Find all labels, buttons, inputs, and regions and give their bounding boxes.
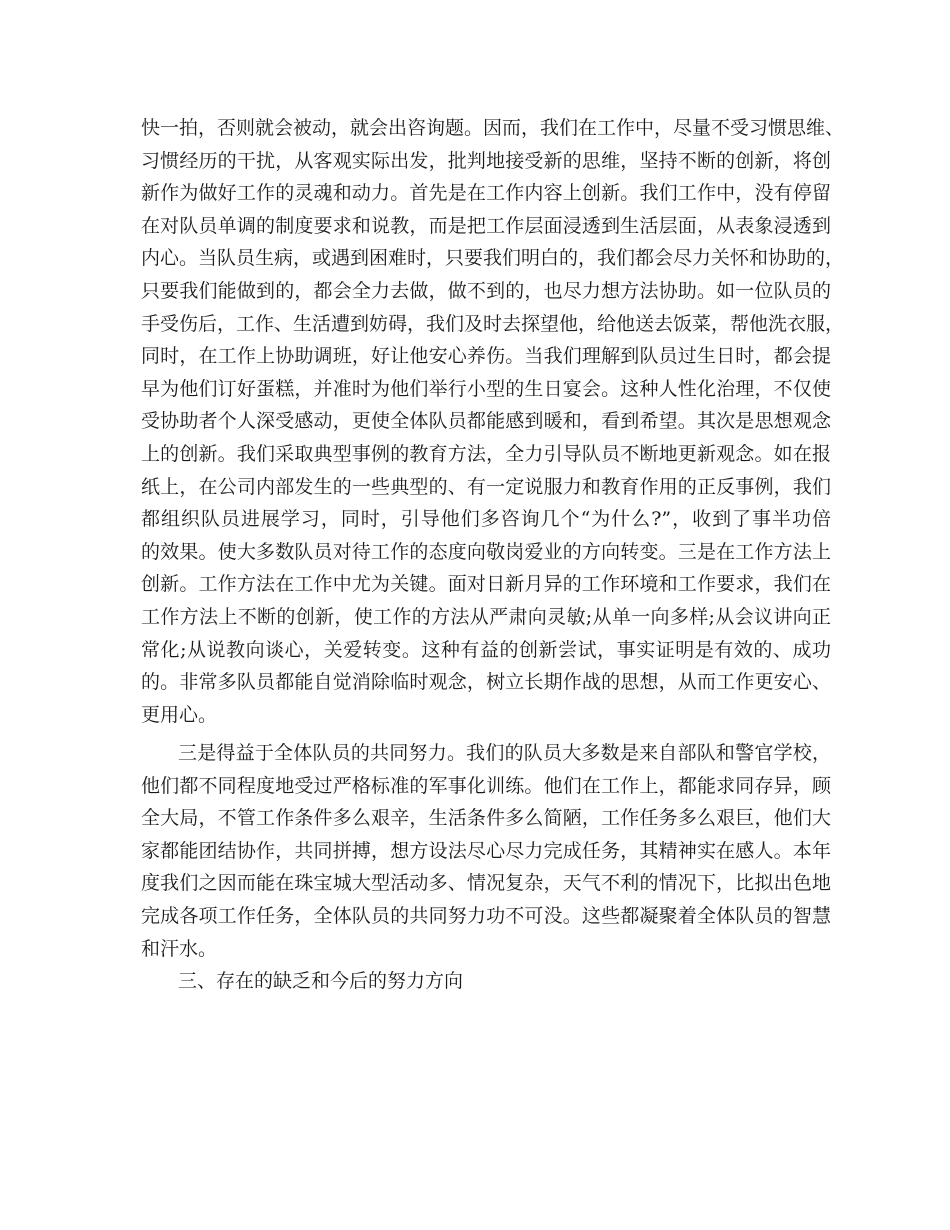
paragraph-line: 受协助者个人深受感动，更使全体队员都能感到暖和，看到希望。其次是思想观念 [141,410,831,433]
paragraph-line: 在对队员单调的制度要求和说教，而是把工作层面浸透到生活层面，从表象浸透到 [141,214,831,237]
section-heading [141,965,831,998]
paragraph-line: 纸上，在公司内部发生的一些典型的、有一定说服力和教育作用的正反事例，我们 [141,475,831,498]
paragraph-line: 新作为做好工作的灵魂和动力。首先是在工作内容上创新。我们工作中，没有停留 [141,182,831,205]
paragraph-line: 三是得益于全体队员的共同努力。我们的队员大多数是来自部队和警官学校， [178,742,831,764]
paragraph-line: 只要我们能做到的，都会全力去做，做不到的，也尽力想方法协助。如一位队员的 [141,279,831,302]
paragraph-team-effort [141,737,831,965]
paragraph-line: 习惯经历的干扰，从客观实际出发，批判地接受新的思维，坚持不断的创新，将创 [141,149,831,172]
paragraph-line: 工作方法上不断的创新，使工作的方法从严肃向灵敏;从单一向多样;从会议讲向正 [141,605,831,628]
paragraph-line: 创新。工作方法在工作中尤为关键。面对日新月异的工作环境和工作要求，我们在 [141,573,831,596]
paragraph-line: 全大局，不管工作条件多么艰辛，生活条件多么简陋，工作任务多么艰巨，他们大 [141,807,831,830]
paragraph-line: 他们都不同程度地受过严格标准的军事化训练。他们在工作上，都能求同存异，顾 [141,774,831,797]
paragraph-line: 更用心。 [141,703,218,726]
paragraph-line: 的效果。使大多数队员对待工作的态度向敬岗爱业的方向转变。三是在工作方法上 [141,540,831,563]
paragraph-line: 上的创新。我们采取典型事例的教育方法，全力引导队员不断地更新观念。如在报 [141,442,831,465]
paragraph-innovation [141,112,845,731]
section-heading-text: 三、存在的缺乏和今后的努力方向 [178,970,464,992]
paragraph-line: 完成各项工作任务，全体队员的共同努力功不可没。这些都凝聚着全体队员的智慧 [141,904,831,927]
paragraph-line: 的。非常多队员都能自觉消除临时观念，树立长期作战的思想，从而工作更安心、 [141,671,831,694]
paragraph-line: 早为他们订好蛋糕，并准时为他们举行小型的生日宴会。这种人性化治理，不仅使 [141,377,831,400]
paragraph-line: 常化;从说教向谈心，关爱转变。这种有益的创新尝试，事实证明是有效的、成功 [141,638,831,661]
paragraph-line: 和汗水。 [141,937,218,960]
paragraph-line: 家都能团结协作，共同拼搏，想方设法尽心尽力完成任务，其精神实在感人。本年 [141,839,831,862]
paragraph-line: 内心。当队员生病，或遇到困难时，只要我们明白的，我们都会尽力关怀和协助的， [141,247,845,270]
paragraph-line: 手受伤后，工作、生活遭到妨碍，我们及时去探望他，给他送去饭菜，帮他洗衣服， [141,312,845,335]
paragraph-line: 都组织队员进展学习，同时，引导他们多咨询几个“为什么?”，收到了事半功倍 [141,508,831,531]
paragraph-line: 度我们之因而能在珠宝城大型活动多、情况复杂，天气不利的情况下，比拟出色地 [141,872,831,895]
paragraph-line: 快一拍，否则就会被动，就会出咨询题。因而，我们在工作中，尽量不受习惯思维、 [141,117,845,139]
paragraph-line: 同时，在工作上协助调班，好让他安心养伤。当我们理解到队员过生日时，都会提 [141,345,831,368]
